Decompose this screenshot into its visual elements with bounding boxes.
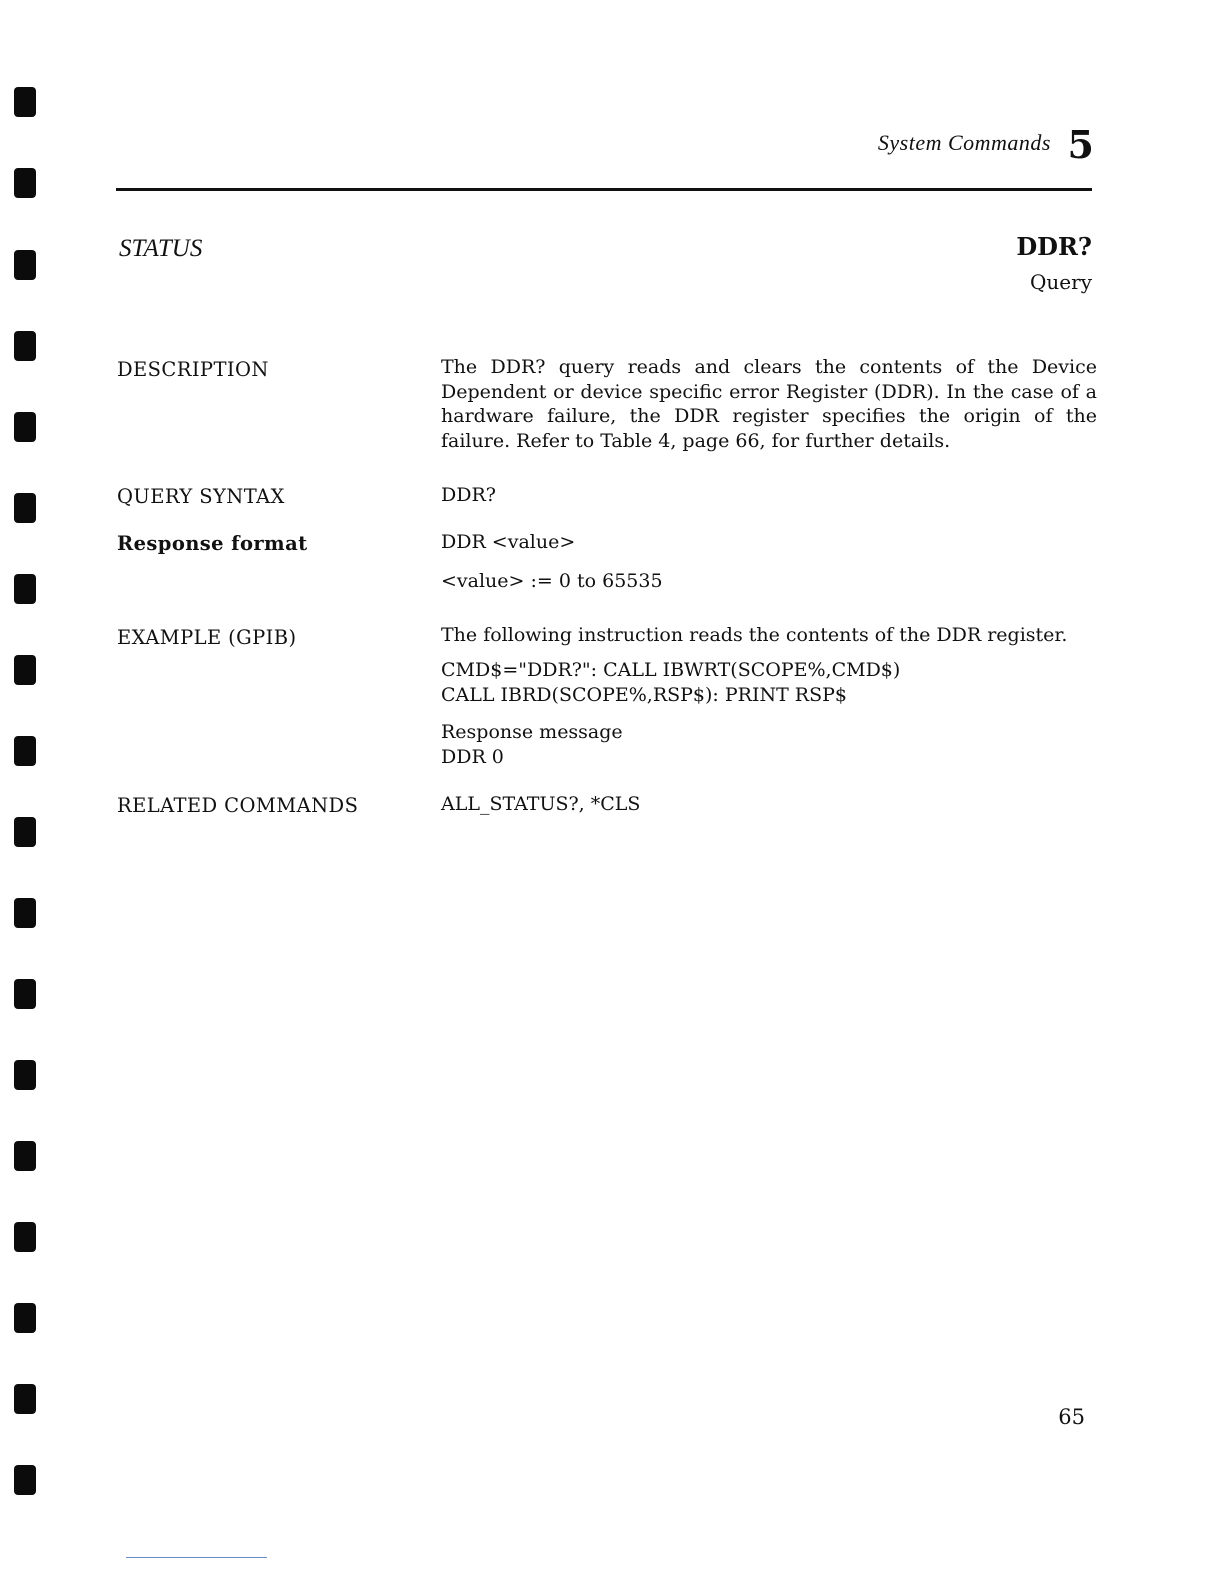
binder-mark bbox=[14, 736, 36, 766]
example-response bbox=[441, 720, 1097, 769]
section-label: STATUS bbox=[119, 235, 203, 262]
example-label: EXAMPLE (GPIB) bbox=[117, 626, 297, 649]
description-label: DESCRIPTION bbox=[117, 358, 269, 381]
related-commands-label: RELATED COMMANDS bbox=[117, 794, 359, 817]
binder-mark bbox=[14, 1465, 36, 1495]
footer-rule bbox=[126, 1557, 267, 1558]
example-response-label: Response message bbox=[441, 721, 623, 743]
binder-mark bbox=[14, 1222, 36, 1252]
binder-mark bbox=[14, 87, 36, 117]
page-number: 65 bbox=[1058, 1405, 1085, 1429]
binder-mark bbox=[14, 1303, 36, 1333]
binder-mark bbox=[14, 1384, 36, 1414]
binder-mark bbox=[14, 412, 36, 442]
running-header-title: System Commands bbox=[877, 130, 1051, 155]
binder-mark bbox=[14, 574, 36, 604]
binder-mark bbox=[14, 168, 36, 198]
binder-mark bbox=[14, 1141, 36, 1171]
response-format-range: <value> := 0 to 65535 bbox=[441, 570, 663, 592]
example-code-line: CMD$="DDR?": CALL IBWRT(SCOPE%,CMD$) bbox=[441, 659, 901, 681]
example-code bbox=[441, 658, 1097, 707]
related-commands-value: ALL_STATUS?, *CLS bbox=[441, 793, 641, 815]
response-format-label: Response format bbox=[117, 532, 308, 555]
example-intro: The following instruction reads the contents of the DDR register. bbox=[441, 624, 1068, 646]
binder-mark bbox=[14, 817, 36, 847]
example-code-line: CALL IBRD(SCOPE%,RSP$): PRINT RSP$ bbox=[441, 683, 848, 706]
query-syntax-label: QUERY SYNTAX bbox=[117, 485, 285, 508]
response-format-value: DDR <value> bbox=[441, 531, 576, 553]
binder-mark bbox=[14, 655, 36, 685]
description-text: The DDR? query reads and clears the contents of the Device Dependent or device specific error Register (DDR). In the case of a hardware failure, the DDR register specifies the origin of the failure. Refer to Table 4, page 66, for further details. bbox=[441, 356, 1097, 452]
header-rule bbox=[116, 188, 1092, 191]
binder-mark bbox=[14, 979, 36, 1009]
binder-mark bbox=[14, 250, 36, 280]
query-syntax-value: DDR? bbox=[441, 484, 496, 506]
chapter-number: 5 bbox=[1067, 122, 1094, 167]
binder-mark bbox=[14, 898, 36, 928]
binder-mark bbox=[14, 493, 36, 523]
binder-mark bbox=[14, 1060, 36, 1090]
command-type: Query bbox=[1030, 270, 1092, 294]
example-response-value: DDR 0 bbox=[441, 745, 504, 768]
binder-mark bbox=[14, 331, 36, 361]
command-name: DDR? bbox=[1016, 232, 1092, 261]
